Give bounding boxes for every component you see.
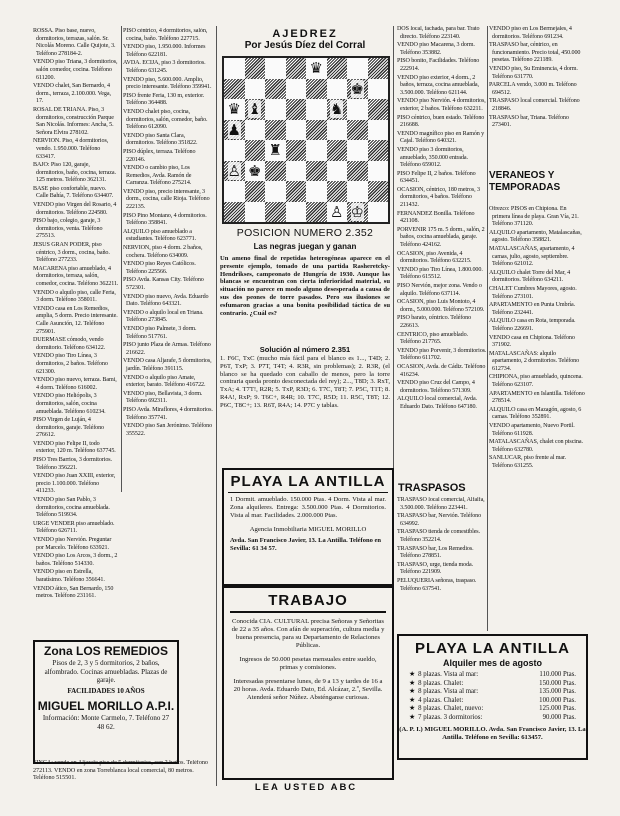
- classified-ad: VENDO piso San Pablo, 3 dormitorios, cocina amueblada. Teléfono 519934.: [33, 497, 110, 519]
- classified-ad: TRASPASO bar, Nervión. Teléfono 634992.: [397, 513, 482, 527]
- classified-ad: VENDO piso Tiro Línea, 1.800.000. Teléfono 615512.: [397, 266, 483, 281]
- ad-title: Zona LOS REMEDIOS: [43, 644, 168, 658]
- board-square: [306, 202, 327, 223]
- chess-piece: ♙: [227, 161, 241, 180]
- classified-ad: PISO dúplex, terraza. Teléfono 220146.: [123, 148, 196, 163]
- classified-ad: VENDO piso Palmete, 3 dorm. Teléfono 517761.: [123, 325, 197, 340]
- board-square: [245, 120, 266, 141]
- board-square: [347, 161, 368, 182]
- classified-ad: ALQUILO piso amueblado a estudiantes. Teléfono 623771.: [123, 228, 197, 243]
- chess-piece: ♙: [330, 202, 344, 221]
- rental-item: [409, 688, 586, 697]
- rental-item: [409, 671, 586, 680]
- rental-label: 8 plazas. Vista al mar:: [418, 671, 479, 678]
- classified-ad: PORVENIR 175 m. 5 dorm., salón, 2 baños, cocina amueblada, garaje. Teléfono 424162.: [397, 226, 485, 249]
- board-square: [286, 140, 307, 161]
- star-icon: ★: [409, 679, 416, 687]
- board-square: [368, 120, 389, 141]
- rental-label: 7 plazas. 3 dormitorios:: [418, 713, 483, 721]
- star-icon: ★: [409, 671, 416, 678]
- ad-info: Información: Monte Carmelo, 7. Teléfono 27 48 62.: [42, 714, 170, 731]
- board-square: [224, 58, 245, 79]
- rental-list: [399, 671, 586, 723]
- board-square: [224, 120, 245, 141]
- board-square: [245, 140, 266, 161]
- classified-ad: VENDO piso Nervión. 4 dormitorios, exterior, 2 baños. Teléfono 632211.: [397, 98, 486, 112]
- classified-ad: PISO céntrico, 4 dormitorios, salón, cocina, baño. Teléfono 227715.: [123, 28, 208, 42]
- classified-ad: DOS local, fachada, para bar. Trato directo. Teléfono 223140.: [397, 26, 480, 40]
- classified-ad: URGE VENDER piso amueblado. Teléfono 626711.: [33, 520, 115, 535]
- board-square: [306, 161, 327, 182]
- classified-ad: VENDO piso Cruz del Campo, 4 dormitorios. Teléfono 571309.: [397, 380, 475, 394]
- classified-ad: VENDO piso en Estrella, baratísimo. Teléfono 356641.: [33, 569, 105, 583]
- classified-ad: OCASION, céntrico, 180 metros, 3 dormitorios, 4 baños. Teléfono 211432.: [397, 186, 480, 209]
- position-subtitle: Las negras juegan y ganan: [253, 242, 357, 251]
- classified-ad: PELUQUERIA señoras, traspaso. Teléfono 637541.: [397, 577, 477, 592]
- classified-ad: VENDO ático, San Bernardo, 150 metros. Teléfono 231161.: [33, 585, 114, 600]
- classified-ad: TRASPASO tienda de comestibles. Teléfono 352214.: [397, 529, 481, 543]
- board-square: [306, 79, 327, 100]
- board-square: [306, 181, 327, 202]
- ad-agency: Agencia Inmobiliaria MIGUEL MORILLO: [249, 526, 367, 533]
- board-square: [347, 202, 368, 223]
- board-square: [265, 79, 286, 100]
- classified-ad: PISO junto Plaza de Armas. Teléfono 216622.: [123, 342, 211, 356]
- classified-ad: VENDO piso en Los Bermejales, 4 dormitorios. Teléfono 691234.: [489, 26, 572, 40]
- ad-title: PLAYA LA ANTILLA: [230, 473, 386, 490]
- rental-label: 8 plazas. Chalet, nuevo:: [418, 705, 484, 713]
- chess-piece: ♞: [330, 100, 344, 118]
- classified-ad: TRASPASO, urge, tienda moda. Teléfono 221909.: [397, 561, 474, 576]
- classified-ad: VENDO piso Santa Clara, dormitorios. Teléfono 351822.: [123, 132, 198, 147]
- classified-ad: VENDO chalet piso, cocina, dormitorios, salón, comedor, baño. Teléfono 612090.: [123, 108, 208, 131]
- chess-section-title: AJEDREZ: [272, 28, 338, 40]
- classified-ad: VENDO casa en Chipiona. Teléfono 371902.: [489, 334, 575, 349]
- classified-ad: PISO Nervión, mejor zona. Vendo o alquilo. Teléfono 637114.: [397, 283, 482, 297]
- classified-ad: VENDO casa Aljarafe, 5 dormitorios, jardín. Teléfono 391115.: [123, 358, 212, 372]
- board-square: [245, 58, 266, 79]
- classified-ad: VENDO piso, Bellavista, 3 dorm. Teléfono 692311.: [123, 390, 203, 405]
- classified-ad: VENDO apartamento, Nuevo Portil. Teléfono 611928.: [489, 423, 575, 437]
- rental-price: 100.000 Ptas.: [539, 696, 576, 704]
- traspasos-list: [397, 497, 487, 627]
- ad-text: Ingresos de 50.000 pesetas mensuales entre sueldo, primas y comisiones.: [239, 656, 377, 671]
- board-square: [347, 120, 368, 141]
- classified-ad: DUERMASE cómodo, vendo dormitorio. Teléfono 634122.: [33, 337, 106, 351]
- board-square: [286, 202, 307, 223]
- classified-ad: TRASPASO local comercial. Teléfono 218846.: [489, 98, 580, 112]
- classified-ad: Ofrezco: PISOS en Chipiona. En primera línea de playa. Gran Vía, 21. Teléfono 371120.: [489, 206, 579, 228]
- board-square: [347, 58, 368, 79]
- board-square: [245, 79, 266, 100]
- rental-price: 110.000 Ptas.: [539, 671, 576, 678]
- board-square: [265, 99, 286, 120]
- classified-ad: APARTAMENTO en Punta Umbría. Teléfono 232441.: [489, 302, 576, 316]
- classified-ad: MACARENA piso amueblado, 4 dormitorios, terraza, salón, comedor, cocina. Teléfono 362211.: [33, 265, 119, 287]
- classified-ad: PISO bajo, colegio, garaje, 3 dormitorios, venta. Teléfono 275513.: [33, 218, 103, 240]
- board-square: [245, 99, 266, 120]
- classified-ad: PISO barato, céntrico. Teléfono 226613.: [397, 315, 472, 329]
- classified-ad: VENDO piso, 1.950.000. Informes Teléfono 622181.: [123, 44, 206, 58]
- classified-ad: VENDO chalet, San Bernardo, 4 dorm., terraza, 2.100.000. Vega, 17.: [33, 83, 111, 105]
- chess-piece: ♛: [227, 100, 241, 118]
- classified-ad: VENDO piso Los Arcos, 3 dorm., 2 baños. Teléfono 514330.: [33, 553, 118, 567]
- classified-ad: PISO frente Feria, 130 m, exterior. Teléfono 364488.: [123, 92, 205, 107]
- rental-label: 4 plazas. Chalet:: [418, 696, 464, 704]
- classified-ad: VENDO piso nuevo, terraza. Bami, 4 dorm. Teléfono 616002.: [33, 377, 117, 391]
- chess-author: Por Jesús Díez del Corral: [244, 40, 366, 51]
- board-square: [368, 79, 389, 100]
- star-icon: ★: [409, 713, 416, 721]
- column-divider: [487, 26, 488, 631]
- board-square: [245, 161, 266, 182]
- rental-label: 8 plazas. Vista al mar:: [418, 688, 479, 696]
- board-square: [224, 99, 245, 120]
- board-square: [306, 99, 327, 120]
- divider: [230, 611, 386, 613]
- classified-ad: PISO Avda. Kansas City. Teléfono 572301.: [123, 277, 204, 291]
- classifieds-column-1: [33, 28, 119, 635]
- classified-ad: VENDO piso, precio interesante, 3 dorm., cocina, calle Rioja. Teléfono 222135.: [123, 188, 210, 211]
- board-square: [265, 181, 286, 202]
- classified-ad: APARTAMENTO en Islantilla. Teléfono 278514.: [489, 390, 585, 405]
- board-square: [368, 140, 389, 161]
- board-square: [286, 99, 307, 120]
- classified-ad: VENDO piso Heliópolis, 3 dormitorios, salón, cocina amueblada. Teléfono 610234.: [33, 393, 106, 415]
- board-square: [368, 58, 389, 79]
- board-square: [286, 79, 307, 100]
- ad-footer: (A. P. I.) MIGUEL MORILLO. Avda. San Francisco Javier, 13. La Antilla. Teléfono en Sevilla: 613457.: [399, 725, 586, 741]
- trabajo-ad: [222, 586, 394, 780]
- divider: [228, 492, 388, 493]
- classified-ad: TRASPASO bar, Los Remedios. Teléfono 278851.: [397, 545, 474, 560]
- classified-ad: MATALASCAÑAS, chalet con piscina. Teléfono 632780.: [489, 439, 583, 453]
- classified-ad: TRASPASO bar, Triana. Teléfono 273401.: [489, 114, 569, 129]
- classified-ad: SANLUCAR, piso frente al mar. Teléfono 631255.: [489, 455, 566, 469]
- solution-title: Solución al número 2.351: [259, 345, 351, 354]
- chess-problem-text: Un ameno final de repetidas heterogéneas aparece en el presente ejemplo, tomado de una partida Rasheretcky-Hendrikses, campeonato de Hungría de 1930. Aunque las blancas se encuentran con cierta inferioridad material, su situación no parece en modo alguno desesperada a causa de sus dos peones de torre pasados. Pero sus ilusiones se esfumaron gracias a una bonita posibilidad táctica de su contrario. ¿Cuál es?: [220, 255, 390, 317]
- board-square: [327, 79, 348, 100]
- ad-subtitle: Alquiler mes de agosto: [442, 658, 543, 668]
- board-square: [265, 140, 286, 161]
- classified-ad: VENDO piso Virgen del Rosario, 4 dormitorios. Teléfono 224580.: [33, 202, 117, 216]
- board-square: [347, 181, 368, 202]
- classified-ad: VENDO piso Macarena, 3 dorm. Teléfono 353882.: [397, 42, 475, 56]
- board-square: [368, 99, 389, 120]
- board-square: [286, 161, 307, 182]
- star-icon: ★: [409, 705, 416, 713]
- rental-item: [409, 680, 586, 689]
- board-square: [327, 99, 348, 120]
- chess-piece: ♟: [227, 120, 241, 139]
- classified-ad: VENDO piso Felipe II, todo exterior, 120 m. Teléfono 637745.: [33, 440, 116, 455]
- lea-usted-abc: LEA USTED ABC: [254, 782, 358, 793]
- rental-label: 8 plazas. Chalet:: [418, 679, 464, 687]
- classified-ad: TRASPASO local comercial, Alfalfa, 3.500.000. Teléfono 223441.: [397, 497, 485, 511]
- board-square: [265, 58, 286, 79]
- classified-ad: VENDO piso nuevo, Avda. Eduardo Dato. Teléfono 643321.: [123, 293, 209, 308]
- classified-ad: PISO bonito, Facilidades. Teléfono 222914.: [397, 58, 480, 72]
- classified-ad: PISO Pino Montano, 4 dormitorios. Teléfono 358841.: [123, 212, 207, 227]
- classified-ad: CHALET Cumbres Mayores, agosto. Teléfono 273101.: [489, 285, 577, 300]
- classified-ad: VENDO piso, Su Eminencia, 4 dorm. Teléfono 631770.: [489, 65, 578, 80]
- classified-ad: VENDO o alquilo local en Triana. Teléfono 273845.: [123, 309, 204, 324]
- board-square: [306, 120, 327, 141]
- classified-ad: JESUS GRAN PODER, piso céntrico, 3 dorm., cocina, baño. Teléfono 277233.: [33, 242, 110, 264]
- classified-ad: PISO Tres Barrios, 3 dormitorios. Teléfono 356221.: [33, 457, 112, 471]
- classifieds-column-5: [489, 26, 585, 166]
- classified-ad: AVDA. ECIJA, piso 3 dormitorios. Teléfono 631245.: [123, 60, 206, 74]
- classified-ad: VENDO magnífico piso en Ramón y Cajal. Teléfono 640321.: [397, 130, 485, 145]
- column-divider: [121, 26, 122, 492]
- board-square: [327, 181, 348, 202]
- classified-ad: MATALASCAÑAS, apartamento, 4 camas, julio, agosto, septiembre. Teléfono 621012.: [489, 245, 575, 268]
- veraneos-list: [489, 206, 585, 636]
- chess-board: [222, 56, 390, 224]
- board-square: [347, 79, 368, 100]
- classified-ad: BASE piso confortable, nuevo. Calle Bahía, 7. Teléfono 634407.: [33, 185, 114, 200]
- classified-ad: CHIPIONA, piso amueblado, quincena. Teléfono 623107.: [489, 374, 583, 389]
- classified-ad: BAJO: Piso 120, garaje, dormitorios, baño, cocina, terraza. 125 metros. Teléfono 362131.: [33, 162, 116, 184]
- classified-ad: PISO céntrico, buen estado. Teléfono 216688.: [397, 114, 485, 129]
- classified-ad: CENTRICO, piso amueblado. Teléfono 217765.: [397, 331, 468, 346]
- board-square: [286, 58, 307, 79]
- board-square: [347, 99, 368, 120]
- classified-ad: OCASION, piso Luis Montoto, 4 dorm., 5.000.000. Teléfono 572109.: [397, 299, 485, 313]
- board-square: [286, 181, 307, 202]
- classified-ad: FERNANDEZ Bonilla. Teléfono 421108.: [397, 210, 475, 225]
- classified-ad: VENDO o cambio piso, Los Remedios, Avda. Ramón de Carranza. Teléfono 275214.: [123, 165, 192, 187]
- classified-ad: ALQUILO apartamento, Matalascañas, agosto. Teléfono 358821.: [489, 229, 582, 244]
- board-square: [368, 202, 389, 223]
- classified-ad: VENDO o alquilo piso, calle Feria, 3 dorm. Teléfono 358011.: [33, 289, 116, 304]
- board-square: [327, 120, 348, 141]
- board-square: [265, 161, 286, 182]
- classified-ad: NERVION, piso 4 dorm. 2 baños, cochera. Teléfono 634009.: [123, 245, 203, 259]
- classified-ad: VENDO piso, 5.600.000. Amplio, precio interesante. Teléfono 359941.: [123, 76, 212, 91]
- board-square: [347, 140, 368, 161]
- classified-ad: OCASION, piso Avenida, 4 dormitorios. Teléfono 632215.: [397, 250, 472, 265]
- ad-address: Avda. San Francisco Javier, 13. La Antilla. Teléfono en Sevilla: 61 34 57.: [230, 536, 381, 552]
- rental-item: [409, 714, 586, 723]
- rental-price: 90.000 Ptas.: [542, 713, 576, 721]
- classified-ad: NERVION. Piso, 4 dormitorios, vendo. 1.950.000. Teléfono 633417.: [33, 138, 109, 160]
- ad-name: MIGUEL MORILLO A.P.I.: [37, 699, 175, 713]
- board-square: [224, 79, 245, 100]
- board-square: [327, 140, 348, 161]
- ad-text: Conocida CIA. CULTURAL precisa Señoras y Señoritas de 22 a 35 años. Con afán de superación, cultura media y buena presencia, para su Departamento de Relaciones Públicas.: [231, 618, 385, 649]
- chess-piece: ♚: [248, 161, 262, 180]
- classified-ad: PISO Avda. Miraflores, 4 dormitorios. Teléfono 357741.: [123, 406, 213, 421]
- classified-ad: ROSAL DE TRIANA. Piso, 3 dormitorios, construcción Parque San Nicolás. Informes: Ancha, 5. Señora Elvira 278102.: [33, 106, 114, 136]
- veraneos-heading: VERANEOS Y TEMPORADAS: [489, 170, 561, 193]
- chess-piece: ♛: [309, 59, 323, 77]
- board-square: [224, 140, 245, 161]
- rental-price: 125.000 Ptas.: [539, 705, 576, 713]
- classified-ad: ALQUILO casa en Rota, temporada. Teléfono 226691.: [489, 318, 576, 332]
- classified-ad: VENDO piso Reyes Católicos. Teléfono 225566.: [123, 261, 196, 275]
- solution-text: 1. F6C, TxC (mucho más fácil para el blanco es 1..., T4D; 2. P6T, TxP; 3. P7T, T4T; 4. R3R, sin problemas); 2. R3R, (el blanco se ha quedado con caballo de menos, pero la torre contraria queda pronto desconectada del rey); 2..., T8D; 3. RxT, TxA; 4. T7T!, R2R; 5. TxP, R3D; 6. T7C, T8T; 7. P5C, T1T; 8. R4A!, RxP; 9. T6C+, R4R; 10. T7C, R5D; 11. R5C, T8T; 12. P6C, T8C+; 13. R6T, R4A; 14. P7C y tablas.: [220, 355, 390, 409]
- board-square: [327, 161, 348, 182]
- classified-ad: MATALASCAÑAS: alquilo apartamento, 2 dormitorios. Teléfono 612734.: [489, 350, 580, 372]
- board-square: [368, 161, 389, 182]
- board-square: [306, 140, 327, 161]
- ad-title: TRABAJO: [268, 592, 348, 609]
- board-square: [327, 58, 348, 79]
- classified-ad: ALQUILO casa en Mazagón, agosto, 6 camas. Teléfono 352891.: [489, 406, 582, 421]
- playa-antilla-ad: [222, 468, 394, 586]
- classified-ad: PARCELA vendo, 3.000 m. Teléfono 694512.: [489, 82, 577, 96]
- chess-piece: ♜: [268, 141, 282, 159]
- classified-ad: PISO Virgen de Luján, 4 dormitorios, garaje. Teléfono 276612.: [33, 417, 104, 439]
- rental-price: 135.000 Ptas.: [539, 688, 576, 696]
- bottom-left-classified: FINCA: vendo en Aljarafe piso de 5 dormitorios, con 2 baños. Teléfono 272113. VENDO en zona Torreblanca local comercial, 80 metros. Teléfono 515501.: [33, 760, 208, 782]
- star-icon: ★: [409, 696, 416, 704]
- ad-years: FACILIDADES 10 AÑOS: [67, 686, 145, 695]
- board-square: [224, 161, 245, 182]
- ad-text: Interesadas presentarse lunes, de 9 a 13 y tardes de 16 a 20 horas. Avda. Eduardo Dato, Ed. Alcázar, 2.º, Sevilla. Atenderá señor Núñez. Absténganse curiosas.: [233, 678, 383, 701]
- classified-ad: ROSSA. Piso base, nuevo, dormitorios, terrazas, salón. Sr. Nicolás Moreno. Calle Quijote, 3. Teléfono 278184-2.: [33, 28, 116, 57]
- classified-ad: VENDO piso exterior, 4 dorm., 2 baños, terraza, cocina amueblada, 3.500.000. Teléfono 621144.: [397, 74, 479, 96]
- board-square: [286, 120, 307, 141]
- board-square: [224, 202, 245, 223]
- board-square: [245, 202, 266, 223]
- classified-ad: VENDO piso Tiro Línea, 3 dormitorios, 2 baños. Teléfono 621300.: [33, 353, 108, 375]
- board-square: [306, 58, 327, 79]
- classified-ad: ALQUILO chalet Torre del Mar, 4 dormitorios. Teléfono 634211.: [489, 269, 571, 284]
- classified-ad: PISO Felipe II, 2 baños. Teléfono 634451.: [397, 170, 476, 185]
- ad-title: PLAYA LA ANTILLA: [415, 640, 570, 657]
- board-square: [327, 202, 348, 223]
- board-square: [265, 202, 286, 223]
- traspasos-heading: TRASPASOS: [398, 482, 466, 494]
- ad-text: 1 Dormit. amueblado. 150.000 Ptas. 4 Dorm. Vista al mar. Zona alquileres. Entrega: 3.500.000 Ptas. 4 Dormitorios. Vista al mar. Facilidades. 2.000.000 Ptas.: [230, 496, 386, 519]
- classified-ad: TRASPASO bar, céntrico, en funcionamiento. Precio total, 450.000 pesetas. Teléfono 221189.: [489, 42, 581, 64]
- chess-piece: ♔: [350, 202, 364, 221]
- position-title: POSICION NUMERO 2.352: [236, 227, 374, 239]
- board-square: [245, 181, 266, 202]
- classified-ad: VENDO piso 3 dormitorios, amueblado, 350.000 entrada. Teléfono 659012.: [397, 146, 468, 169]
- classified-ad: VENDO casa en Los Remedios, amplia, 5 dorm. Precio interesante. Calle Asunción, 12. Teléfono 275901.: [33, 305, 118, 335]
- column-divider: [216, 26, 217, 786]
- classified-ad: VENDO piso San Jerónimo. Teléfono 355522.: [123, 423, 213, 437]
- classified-ad: VENDO o alquilo piso Amate, exterior, barato. Teléfono 416722.: [123, 374, 206, 389]
- classified-ad: VENDO piso Nervión. Preguntar por Marcelo. Teléfono 633921.: [33, 537, 112, 551]
- board-square: [224, 181, 245, 202]
- classified-ad: ALQUILO local comercial, Avda. Eduardo Dato. Teléfono 647180.: [397, 396, 477, 410]
- board-square: [368, 181, 389, 202]
- ad-text: Pisos de 2, 3 y 5 dormitorios, 2 baños, alfombrado. Cocinas amuebladas. Plazas de garaje.: [44, 659, 168, 684]
- antilla-agosto-ad: [397, 634, 588, 760]
- classified-ad: VENDO piso Juan XXIII, exterior, precio 1.100.000. Teléfono 411233.: [33, 473, 116, 495]
- classified-ad: VENDO piso Porvenir, 3 dormitorios. Teléfono 611702.: [397, 347, 487, 362]
- chess-piece: ♚: [350, 79, 364, 98]
- rental-price: 150.000 Ptas.: [539, 679, 576, 687]
- board-square: [265, 120, 286, 141]
- star-icon: ★: [409, 688, 416, 696]
- classifieds-column-2: [123, 28, 213, 491]
- rental-item: [409, 705, 586, 714]
- classified-ad: OCASION, Avda. de Cádiz. Teléfono 416234.: [397, 363, 486, 378]
- classified-ad: VENDO piso Triana, 3 dormitorios, salón comedor, cocina. Teléfono 611200.: [33, 59, 118, 81]
- los-remedios-ad: [33, 640, 179, 764]
- chess-piece: ♝: [248, 100, 262, 118]
